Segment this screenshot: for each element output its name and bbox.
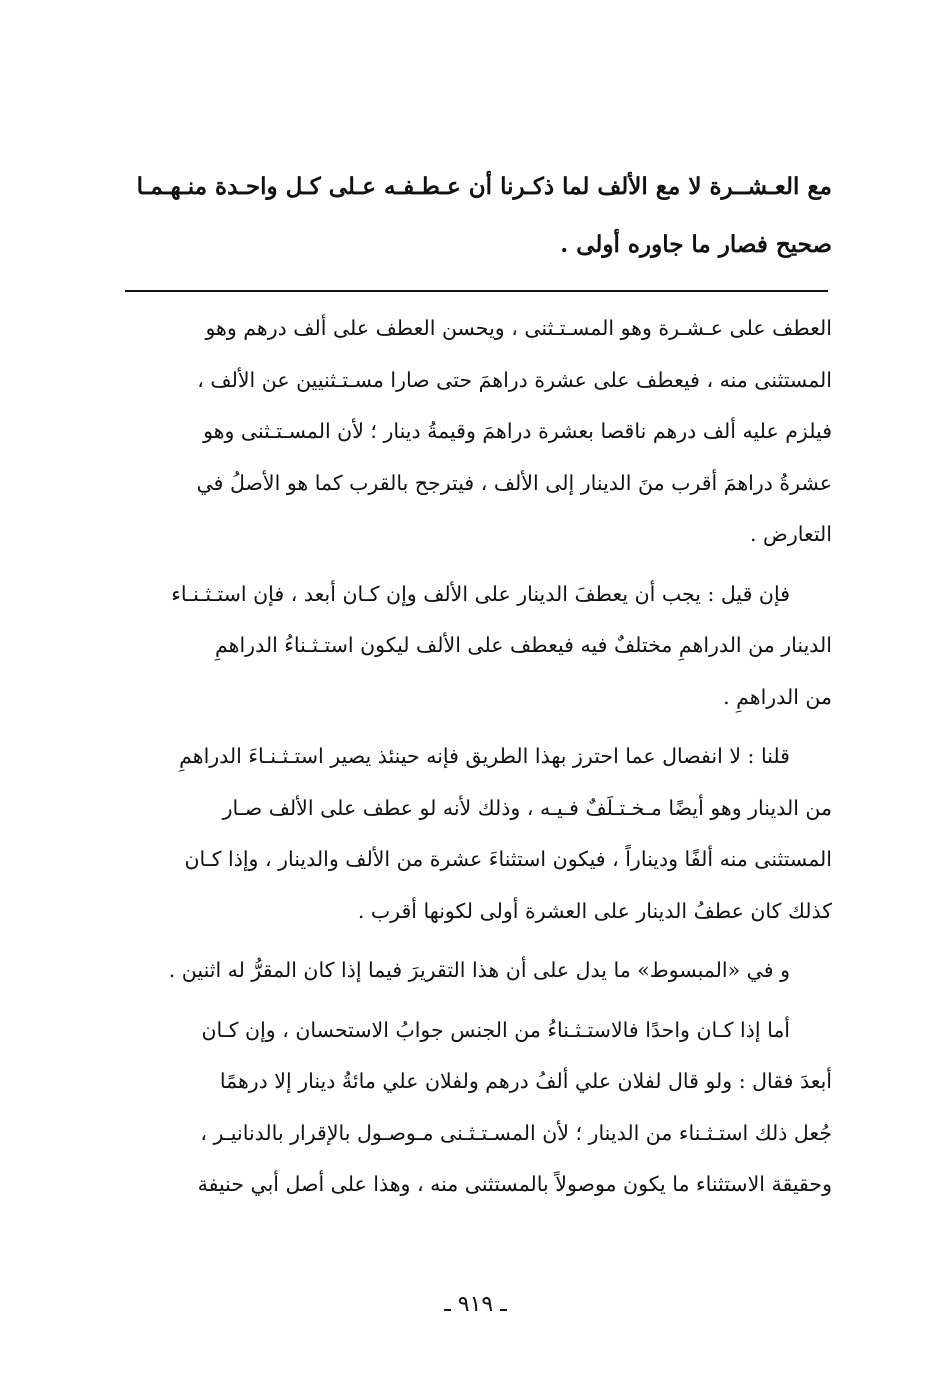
page-number: ـ ٩١٩ ـ [444,1292,507,1317]
paragraph-line: من الدراهمِ . [723,684,832,709]
paragraph-line: فإن قيل : يجب أن يعطفَ الدينار على الألف وإن كـان أبعد ، فإن استـثـنـاء [171,581,790,606]
paragraph-4 [120,945,832,997]
paragraph-line: التعارض . [750,522,832,546]
top-paragraph [120,158,832,274]
paragraph-line: كذلك كان عطفُ الدينار على العشرة أولى لكونها أقرب . [357,898,832,923]
paragraph-line: وحقيقة الاستثناء ما يكون موصولاً بالمستثنى منه ، وهذا على أصل أبي حنيفة [197,1172,832,1196]
paragraph-line: أما إذا كـان واحدًا فالاستـثـناءُ من الجنس جوابُ الاستحسان ، وإن كـان [201,1017,790,1042]
paragraph-line: و في «المبسوط» ما يدل على أن هذا التقريرَ فيما إذا كان المقرُّ له اثنين . [168,958,790,982]
footnote-body [120,303,832,1219]
top-line: مع العـشــرة لا مع الألف لما ذكـرنا أن عـطـفـه عـلى كـل واحـدة منـهـمـا [136,173,832,200]
footnote-divider [125,290,828,292]
paragraph-line: المستثنى منه ألفًا وديناراً ، فيكون استثناءَ عشرة من الألف والدينار ، وإذا كـان [184,847,832,871]
paragraph-3 [120,731,832,937]
paragraph-line: العطف على عـشـرة وهو المسـتـثنى ، ويحسن العطف على ألف درهم وهو [205,316,832,340]
paragraph-5 [120,1005,832,1211]
paragraph-line: قلنا : لا انفصال عما احترز بهذا الطريق فإنه حينئذ يصير استـثـنـاءَ الدراهمِ [179,744,790,768]
paragraph-1 [120,303,832,561]
paragraph-line: المستثنى منه ، فيعطف على عشرة دراهمَ حتى صارا مسـتـثنيين عن الألف ، [197,367,832,392]
paragraph-line: أبعدَ فقال : ولو قال لفلان علي ألفُ درهم ولفلان علي مائةُ دينار إلا درهمًا [219,1069,832,1093]
paragraph-2 [120,569,832,724]
top-line: صحيح فصار ما جاوره أولى . [560,231,832,258]
paragraph-line: فيلزم عليه ألف درهم ناقصا بعشرة دراهمَ وقيمةُ دينار ؛ لأن المسـتـثنى وهو [203,419,832,443]
paragraph-line: الدينار من الدراهمِ مختلفٌ فيه فيعطف على الألف ليكون استـثـناءُ الدراهمِ [215,633,832,657]
paragraph-line: من الدينار وهو أيضًا مـخـتـلَفٌ فـيـه ، وذلك لأنه لو عطف على الألف صـار [222,795,832,820]
paragraph-line: جُعل ذلك استـثـناء من الدينار ؛ لأن المسـتـثـنى مـوصـول بالإقرار بالدنانيـر ، [200,1120,832,1145]
paragraph-line: عشرةُ دراهمَ أقرب منَ الدينار إلى الألف ، فيترجح بالقرب كما هو الأصلُ في [196,470,832,495]
